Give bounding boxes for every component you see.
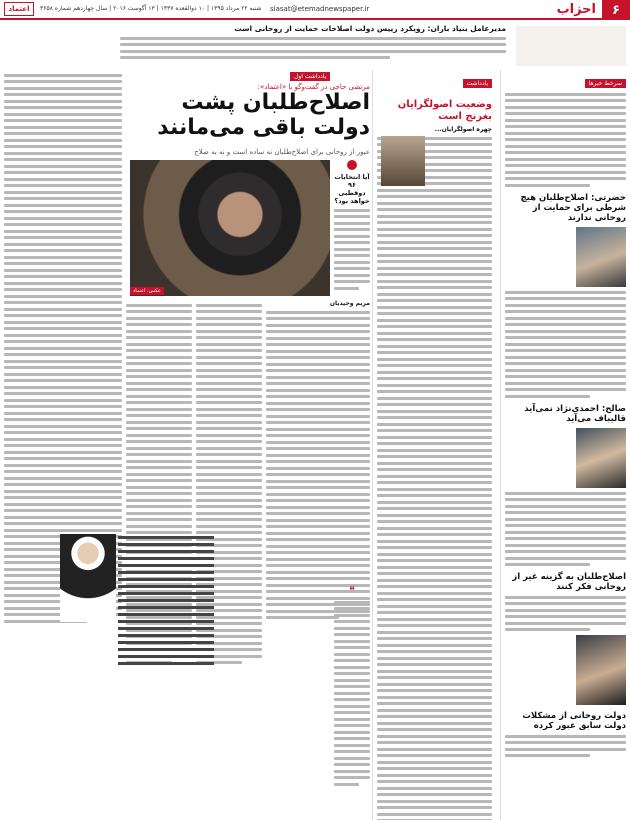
right-headline-3: اصلاح‌طلبان به گزینه غیر از روحانی فکر کنند [512, 572, 626, 592]
column-sub: چهره اصولگرایان... [434, 126, 492, 133]
lead-headline: اصلاح‌طلبان پشت دولت باقی می‌مانند [157, 90, 370, 140]
photo-caption: عکس: اعتماد [130, 287, 164, 295]
page-header [0, 0, 630, 20]
column-title: وضعیت اصولگرایان بغرنج است [397, 99, 492, 122]
pull-title: آیا انتخابات ۹۶ دوقطبی خواهد بود؟ [334, 173, 370, 205]
pull-text [334, 209, 370, 290]
article-text-4 [505, 735, 626, 758]
portrait-photo-1 [576, 227, 626, 287]
article-text-1 [505, 291, 626, 398]
body-text-1 [266, 311, 370, 620]
column-tag: یادداشت [463, 79, 492, 88]
section-title: احزاب [556, 2, 596, 17]
right-column [500, 70, 630, 820]
rouhani-photo [60, 534, 116, 622]
strip-photo [516, 26, 626, 66]
byline: مریم وحیدیان [329, 300, 370, 307]
quote-icon: ❝ [349, 584, 355, 597]
bulleted-list [118, 532, 214, 628]
date-line: شنبه ۲۲ مرداد ۱۳۹۵ | ۱۰ ذوالقعده ۱۴۳۷ | ۱۳ آگوست ۲۰۱۶ | سال چهاردهم شماره ۳۶۵۸ [40, 5, 262, 12]
pull-box [334, 160, 370, 296]
right-headline-1: حضرتی: اصلاح‌طلبان هیچ شرطی برای حمایت از روحانی ندارند [520, 192, 626, 223]
right-headline-4: دولت روحانی از مشکلات دولت سابق عبور کرده [522, 711, 626, 731]
portrait-photo-2 [576, 428, 626, 488]
strip-title: مدیرعامل بنیاد باران: رویکرد رییس دولت اصلاحات حمایت از روحانی است [234, 24, 506, 33]
article-text-3 [505, 596, 626, 632]
top-strip-article [120, 24, 506, 64]
strip-body-text [120, 37, 506, 60]
headlines-tag: سرخط خبرها [585, 79, 626, 88]
article-text-2 [505, 492, 626, 567]
lead-tag: یادداشت اول [290, 72, 330, 81]
column-text [377, 137, 492, 820]
quote-column [334, 584, 370, 814]
portrait-photo-3 [576, 635, 626, 705]
page-number: ۶ [602, 0, 630, 20]
headlines-text [505, 93, 626, 187]
lead-photo [130, 160, 330, 296]
site-url[interactable]: siasat@etemadnewspaper.ir [270, 5, 370, 13]
quote-text [334, 601, 370, 786]
comment-icon [347, 160, 357, 170]
second-column [372, 70, 496, 820]
newspaper-logo: اعتماد [4, 2, 34, 16]
lead-subhead: عبور از روحانی برای اصلاح‌طلبان نه ساده است و نه به صلاح [194, 148, 370, 156]
author-photo [381, 136, 425, 186]
right-headline-2: صالح: احمدی‌نژاد نمی‌آید قالیباف می‌آید [524, 403, 626, 424]
lead-kicker: مرتضی حاجی در گفت‌وگو با «اعتماد»: [257, 83, 370, 91]
left-column [4, 70, 122, 820]
